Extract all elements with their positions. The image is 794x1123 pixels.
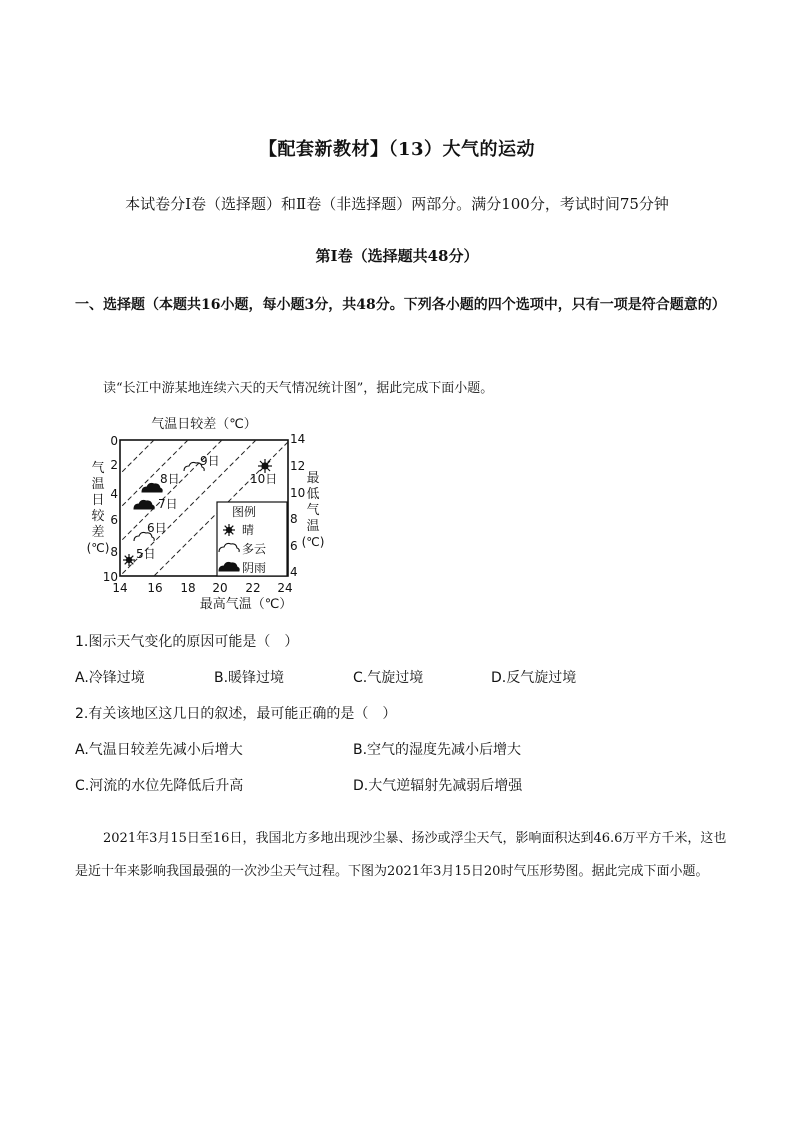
- question-2-option-d[interactable]: D.大气逆辐射先减弱后增强: [353, 778, 523, 794]
- left-tick: 4: [110, 487, 118, 501]
- right-axis-label: 气: [306, 503, 320, 518]
- question-2-stem: 2.有关该地区这几日的叙述，最可能正确的是（ ）: [75, 706, 397, 722]
- bottom-tick: 18: [180, 581, 196, 595]
- bottom-tick: 14: [112, 581, 128, 595]
- question-2-option-c[interactable]: C.河流的水位先降低后升高: [75, 778, 244, 794]
- day-label: 10日: [250, 472, 278, 486]
- left-axis-label: 气: [91, 461, 105, 476]
- rain-cloud-icon: [134, 500, 154, 509]
- page-title: 【配套新教材】（13）大气的运动: [258, 139, 536, 160]
- weather-diagram: [80, 410, 330, 615]
- exam-subtitle: 本试卷分Ⅰ卷（选择题）和Ⅱ卷（非选择题）两部分。满分100分，考试时间75分钟: [125, 195, 669, 213]
- bottom-tick: 16: [147, 581, 163, 595]
- day-label: 5日: [136, 547, 156, 561]
- right-tick: 10: [290, 486, 306, 500]
- sun-icon: [258, 459, 272, 473]
- right-tick: 12: [290, 459, 306, 473]
- bottom-tick: 22: [245, 581, 261, 595]
- top-axis-label: 气温日较差（℃）: [151, 417, 257, 432]
- bottom-tick: 24: [277, 581, 293, 595]
- left-axis-label: 温: [91, 477, 105, 492]
- sun-icon: [123, 554, 135, 566]
- legend-label: 阴雨: [242, 561, 267, 575]
- right-tick: 6: [290, 539, 298, 553]
- isoline: [120, 440, 154, 474]
- material-2: 2021年3月15日至16日，我国北方多地出现沙尘暴、扬沙或浮尘天气，影响面积达到46.6万平方千米，这也是近十年来影响我国最强的一次沙尘天气过程。下图为2021年3月15日20时气压形势图。据此完成下面小题。: [75, 831, 727, 879]
- right-tick: 4: [290, 565, 298, 579]
- left-axis-label: 差: [91, 525, 105, 540]
- right-axis-label: 最: [306, 471, 320, 486]
- legend-title: 图例: [232, 505, 257, 519]
- left-tick: 8: [110, 545, 118, 559]
- left-tick: 0: [110, 434, 118, 448]
- legend-label: 晴: [242, 523, 255, 537]
- bottom-axis-label: 最高气温（℃）: [199, 597, 293, 612]
- right-axis-label: 低: [306, 487, 320, 502]
- right-tick: 8: [290, 512, 298, 526]
- left-axis-label: 较: [91, 509, 105, 524]
- instructions: 一、选择题（本题共16小题，每小题3分，共48分。下列各小题的四个选项中，只有一项是符合题意的）: [75, 297, 726, 313]
- left-tick: 2: [110, 458, 118, 472]
- bottom-tick: 20: [212, 581, 228, 595]
- left-axis-label: (℃): [86, 541, 110, 555]
- day-label: 7日: [158, 497, 178, 511]
- question-1-stem: 1.图示天气变化的原因可能是（ ）: [75, 634, 299, 650]
- question-2-option-b[interactable]: B.空气的湿度先减小后增大: [353, 742, 522, 758]
- left-axis-label: 日: [91, 493, 105, 508]
- right-tick: 14: [290, 432, 306, 446]
- left-tick: 10: [102, 570, 118, 584]
- material-1: 读“长江中游某地连续六天的天气情况统计图”，据此完成下面小题。: [103, 381, 494, 396]
- day-label: 6日: [147, 521, 167, 535]
- question-2-option-a[interactable]: A.气温日较差先减小后增大: [75, 742, 243, 758]
- right-axis-label: 温: [306, 519, 320, 534]
- right-axis-label: (℃): [301, 535, 325, 549]
- question-1-option-b[interactable]: B.暖锋过境: [214, 670, 285, 686]
- day-label: 8日: [160, 472, 180, 486]
- day-label: 9日: [200, 454, 220, 468]
- left-tick: 6: [110, 513, 118, 527]
- question-1-option-a[interactable]: A.冷锋过境: [75, 670, 145, 686]
- sun-icon: [223, 524, 235, 536]
- question-1-option-d[interactable]: D.反气旋过境: [491, 670, 577, 686]
- legend-label: 多云: [242, 542, 267, 556]
- question-1-option-c[interactable]: C.气旋过境: [353, 670, 424, 686]
- section-title: 第Ⅰ卷（选择题共48分）: [315, 247, 479, 265]
